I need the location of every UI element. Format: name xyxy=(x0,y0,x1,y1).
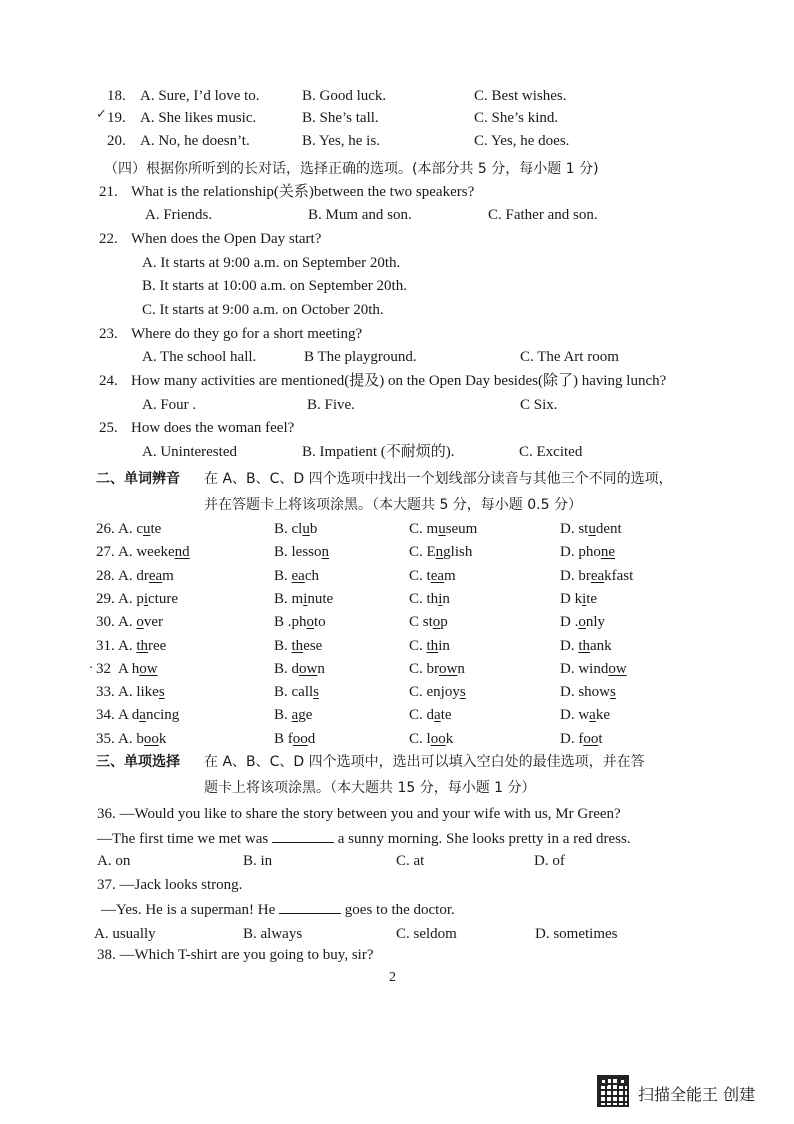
phonics-option-a: A dancing xyxy=(118,707,180,724)
option-c: C. Best wishes. xyxy=(474,88,567,104)
part4-header: （四）根据你所听到的长对话，选择正确的选项。(本部分共 5 分，每小题 1 分) xyxy=(104,161,599,177)
phonics-option-a: A. likes xyxy=(118,684,165,701)
pen-dot-mark: · xyxy=(89,661,94,676)
option-b: B. It starts at 10:00 a.m. on September 20th. xyxy=(142,278,407,294)
phonics-option-a: A. cute xyxy=(118,521,162,537)
phonics-option-b: B. age xyxy=(274,707,313,724)
question-number: 29. xyxy=(96,590,115,607)
option-a: A. She likes music. xyxy=(140,110,257,126)
question-number: 23. xyxy=(99,326,118,342)
phonics-option-b: B. lesson xyxy=(274,544,330,561)
question-number: 33. xyxy=(96,684,115,701)
underlined-letters: ow xyxy=(439,660,458,677)
question-text: When does the Open Day start? xyxy=(131,231,322,247)
phonics-option-d: D kite xyxy=(560,590,598,607)
option-a: A. Uninterested xyxy=(142,444,237,460)
option-b: B. Yes, he is. xyxy=(302,133,380,149)
underlined-letters: i xyxy=(303,590,308,607)
underlined-letters: i xyxy=(143,590,149,607)
page-number: 2 xyxy=(389,970,396,985)
phonics-option-b: B food xyxy=(274,730,316,747)
underlined-letters: a xyxy=(434,707,441,724)
option-c: C. It starts at 9:00 a.m. on October 20th. xyxy=(142,302,384,318)
underlined-letters: ne xyxy=(600,544,616,561)
question-number: 31. xyxy=(96,637,115,654)
phonics-option-c: C. thin xyxy=(409,590,450,607)
phonics-option-b: B. these xyxy=(274,637,323,654)
underlined-letters: u xyxy=(302,521,310,537)
option-c: C. Father and son. xyxy=(488,207,598,223)
option-c: C. seldom xyxy=(396,926,457,942)
option-b: B. in xyxy=(243,853,273,869)
option-b: B The playground. xyxy=(304,349,417,365)
q36-answer-line: —The first time we met was a sunny morning. She looks pretty in a red dress. xyxy=(97,828,631,849)
underlined-letters: a xyxy=(291,707,299,724)
phonics-option-c: C. thin xyxy=(409,637,450,654)
pen-tick-mark: ✓ xyxy=(96,107,107,122)
q37-answer-line: —Yes. He is a superman! He goes to the doctor. xyxy=(101,899,455,920)
question-number: 22. xyxy=(99,231,118,247)
underlined-letters: oo xyxy=(143,730,159,747)
phonics-option-d: D. wake xyxy=(560,707,611,724)
option-a: A. on xyxy=(97,853,131,869)
option-a: A. Friends. xyxy=(145,207,213,223)
underlined-letters: oo xyxy=(292,730,308,747)
question-text: How many activities are mentioned(提及) on the Open Day besides(除了) having lunch? xyxy=(131,373,667,389)
option-d: D. sometimes xyxy=(535,926,618,942)
phonics-option-d: D. thank xyxy=(560,637,612,654)
option-b: B. She’s tall. xyxy=(302,110,379,126)
underlined-letters: s xyxy=(610,684,616,701)
underlined-letters: u xyxy=(438,521,446,537)
phonics-option-d: D. shows xyxy=(560,684,616,701)
phonics-option-a: A. book xyxy=(118,730,167,747)
phonics-option-b: B. club xyxy=(274,521,318,537)
option-c: C. The Art room xyxy=(520,349,619,365)
question-text: What is the relationship(关系)between the two speakers? xyxy=(131,184,475,200)
underlined-letters: u xyxy=(588,521,596,537)
phonics-option-b: B .photo xyxy=(274,614,326,631)
qr-code-icon xyxy=(597,1075,629,1107)
underlined-letters: ow xyxy=(608,660,627,677)
underlined-letters: ea xyxy=(430,567,445,584)
question-number: 35. xyxy=(96,730,115,747)
underlined-letters: o xyxy=(306,614,315,631)
phonics-option-c: C stop xyxy=(409,614,448,631)
phonics-option-c: C. date xyxy=(409,707,452,724)
underlined-letters: o xyxy=(578,614,586,631)
phonics-option-a: A. dream xyxy=(118,567,174,584)
q36-question: 36. —Would you like to share the story between you and your wife with us, Mr Green? xyxy=(97,806,621,822)
phonics-option-d: D. phone xyxy=(560,544,616,561)
underlined-letters: s xyxy=(459,684,466,701)
underlined-letters: o xyxy=(136,614,144,631)
question-number: 28. xyxy=(96,567,115,584)
option-a: A. It starts at 9:00 a.m. on September 20th. xyxy=(142,255,401,271)
question-number: 18. xyxy=(107,88,126,104)
option-a: A. Sure, I’d love to. xyxy=(140,88,260,104)
underlined-letters: ow xyxy=(299,660,318,677)
underlined-letters: nd xyxy=(174,544,190,561)
underlined-letters: th xyxy=(291,637,304,654)
option-b: B. Good luck. xyxy=(302,88,387,104)
phonics-option-c: C. museum xyxy=(409,521,478,537)
question-number: 30. xyxy=(96,614,115,631)
phonics-option-a: A. three xyxy=(118,637,167,654)
phonics-option-a: A. weekend xyxy=(118,544,190,561)
question-number: 21. xyxy=(99,184,118,200)
section3-instruction-2: 题卡上将该项涂黑。（本大题共 15 分，每小题 1 分） xyxy=(204,780,536,796)
underlined-letters: u xyxy=(143,521,151,537)
phonics-option-b: B. down xyxy=(274,660,325,677)
option-b: B. Mum and son. xyxy=(308,207,412,223)
underlined-letters: n xyxy=(321,544,330,561)
option-b: B. Impatient (不耐烦的). xyxy=(302,444,455,460)
question-number: 27. xyxy=(96,544,115,561)
question-number: 34. xyxy=(96,707,115,724)
scanner-watermark: 扫描全能王 创建 xyxy=(638,1085,756,1104)
phonics-option-d: D. breakfast xyxy=(560,567,634,584)
phonics-option-a: A. picture xyxy=(118,590,178,607)
phonics-option-d: D. foot xyxy=(560,730,603,747)
question-number: 32 xyxy=(96,660,111,677)
phonics-option-b: B. calls xyxy=(274,684,319,701)
option-c: C. Excited xyxy=(519,444,583,460)
option-c: C Six. xyxy=(520,397,558,413)
underlined-letters: ea xyxy=(148,567,163,584)
phonics-option-a: A how xyxy=(118,660,158,677)
option-a: A. The school hall. xyxy=(142,349,257,365)
section2-instruction-2: 并在答题卡上将该项涂黑。（本大题共 5 分，每小题 0.5 分） xyxy=(204,497,582,513)
q37-blank xyxy=(279,899,341,914)
underlined-letters: th xyxy=(578,637,591,654)
phonics-option-c: C. look xyxy=(409,730,454,747)
option-c: C. Yes, he does. xyxy=(474,133,570,149)
phonics-option-c: C. brown xyxy=(409,660,465,677)
underlined-letters: oo xyxy=(583,730,599,747)
option-a: A. Four . xyxy=(142,397,197,413)
question-number: 24. xyxy=(99,373,118,389)
underlined-letters: ea xyxy=(590,567,605,584)
phonics-option-d: D. window xyxy=(560,660,627,677)
q38-question: 38. —Which T-shirt are you going to buy, sir? xyxy=(97,947,374,963)
q37-question: 37. —Jack looks strong. xyxy=(97,877,243,893)
underlined-letters: a xyxy=(139,707,146,724)
question-number: 20. xyxy=(107,133,126,149)
underlined-letters: a xyxy=(589,707,596,724)
underlined-letters: s xyxy=(158,684,165,701)
phonics-option-d: D. student xyxy=(560,521,622,537)
underlined-letters: oo xyxy=(430,730,446,747)
question-text: Where do they go for a short meeting? xyxy=(131,326,363,342)
phonics-option-c: C. English xyxy=(409,544,473,561)
option-d: D. of xyxy=(534,853,565,869)
option-c: C. She’s kind. xyxy=(474,110,559,126)
section2-title: 二、单词辨音 xyxy=(96,471,180,487)
option-b: B. Five. xyxy=(307,397,355,413)
underlined-letters: i xyxy=(582,590,587,607)
option-a: A. No, he doesn’t. xyxy=(140,133,250,149)
underlined-letters: th xyxy=(136,637,149,654)
underlined-letters: i xyxy=(438,590,443,607)
section2-instruction: 在 A、B、C、D 四个选项中找出一个划线部分读音与其他三个不同的选项， xyxy=(204,471,673,487)
section3-title: 三、单项选择 xyxy=(96,754,180,770)
q36-blank xyxy=(272,828,334,843)
underlined-letters: ea xyxy=(291,567,305,584)
phonics-option-d: D .only xyxy=(560,614,606,631)
option-b: B. always xyxy=(243,926,303,942)
question-number: 19. xyxy=(107,110,126,126)
underlined-letters: s xyxy=(313,684,319,701)
underlined-letters: ow xyxy=(139,660,158,677)
question-text: How does the woman feel? xyxy=(131,420,295,436)
phonics-option-c: C. team xyxy=(409,567,456,584)
phonics-option-b: B. each xyxy=(274,567,320,584)
phonics-option-a: A. over xyxy=(118,614,163,631)
option-c: C. at xyxy=(396,853,425,869)
question-number: 26. xyxy=(96,521,115,537)
underlined-letters: th xyxy=(426,637,439,654)
underlined-letters: n xyxy=(435,544,444,561)
section3-instruction: 在 A、B、C、D 四个选项中，选出可以填入空白处的最佳选项，并在答 xyxy=(204,754,645,770)
option-a: A. usually xyxy=(94,926,156,942)
underlined-letters: o xyxy=(432,614,441,631)
phonics-option-c: C. enjoys xyxy=(409,684,466,701)
question-number: 25. xyxy=(99,420,118,436)
phonics-option-b: B. minute xyxy=(274,590,334,607)
